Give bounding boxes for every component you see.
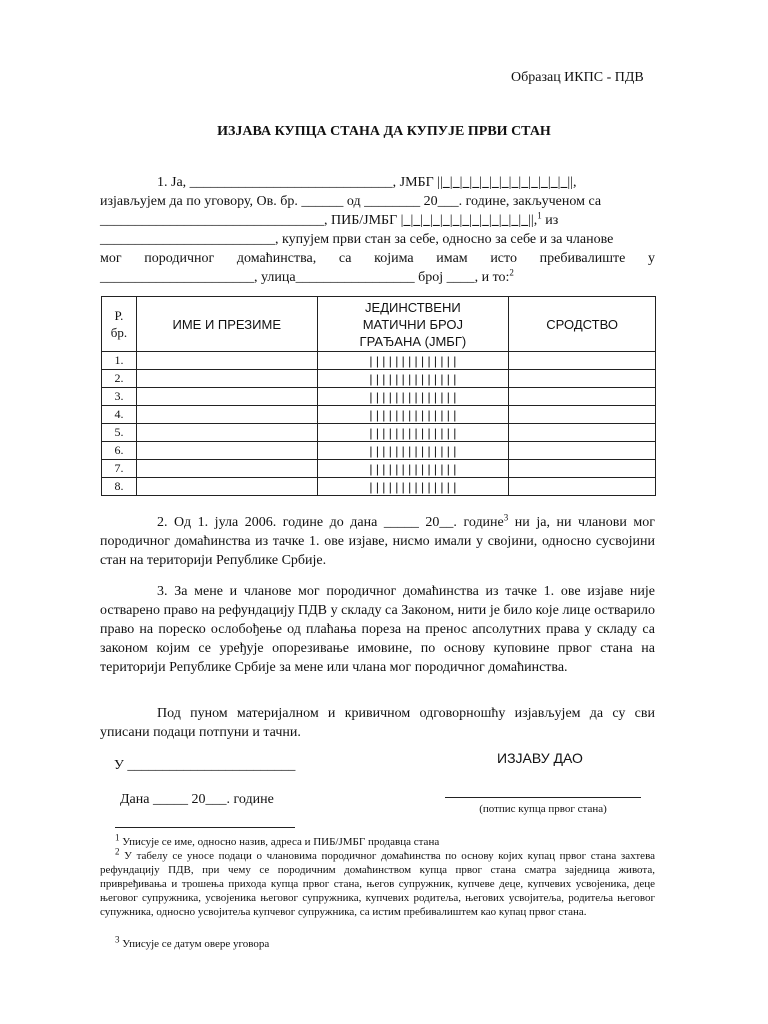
paragraph-3 xyxy=(100,582,655,677)
relation-cell[interactable] xyxy=(509,460,656,478)
footnote-ref-1: 1 xyxy=(537,210,542,221)
signature-caption: (потпис купца првог стана) xyxy=(479,803,607,815)
p2-text-a: 2. Од 1. јула 2006. године до дана _____ 20__. године xyxy=(157,515,504,530)
header-relation: СРОДСТВО xyxy=(509,297,656,352)
name-cell[interactable] xyxy=(136,424,317,442)
table-header-row xyxy=(102,297,656,352)
p1-line-1-text: 1. Ја, _____________________________, ЈМБГ | xyxy=(157,175,440,190)
footnote-3 xyxy=(115,934,270,951)
table-row xyxy=(102,424,656,442)
footnote-2-mark: 2 xyxy=(115,846,120,857)
p1-line-1 xyxy=(100,173,655,192)
footnote-2-text: У табелу се уносе подаци о члановима породичног домаћинства по основу којих купац првог стана захтева рефундацију ПДВ, при чему се породичним домаћинством купца првог стана сматра заједница живота, привређивања и трошења прихода купца првог стана, његов супружник, купчеве деце, купчевих усвојеника, деце његовог супружника, усвојеника његовог супружника, купчевих родитеља, његових усвојитеља, родитеља његовог супужника, односно усвојитеља купчевог супружника, са истим пребивалиштем као купац првог стана. xyxy=(100,850,655,918)
row-number: 8. xyxy=(102,478,137,496)
jmbg-cell[interactable]: | | | | | | | | | | | | | | xyxy=(317,442,509,460)
row-number: 5. xyxy=(102,424,137,442)
jmbg-cell[interactable]: | | | | | | | | | | | | | | xyxy=(317,406,509,424)
relation-cell[interactable] xyxy=(509,424,656,442)
footnote-2 xyxy=(100,846,655,919)
jmbg-cell[interactable]: | | | | | | | | | | | | | | xyxy=(317,352,509,370)
relation-cell[interactable] xyxy=(509,370,656,388)
p1-line-3-text: ________________________________, ПИБ/ЈМБГ | xyxy=(100,213,404,228)
footnote-1-text: Уписује се име, односно назив, адреса и ПИБ/ЈМБГ продавца стана xyxy=(119,836,440,848)
p1-line-6-text: ______________________, улица_________________ број ____, и то: xyxy=(100,270,510,285)
p3-text: 3. За мене и чланове мог породичног домаћинства из тачке 1. ове изјаве није остварено право на рефундацију ПДВ у складу са Законом, нити је било које лице остварило право на пореско ослобођење од плаћања пореза на пренос апсолутних права у складу са законом којим се уређује опорезивање имовине, по основу куповине првог стана на територији Републике Србије за мене или члана мог породичног домаћинства. xyxy=(100,584,655,675)
jmbg-cell[interactable]: | | | | | | | | | | | | | | xyxy=(317,478,509,496)
header-rbr-1: Р. xyxy=(114,308,124,323)
table-row xyxy=(102,478,656,496)
table-row xyxy=(102,406,656,424)
relation-cell[interactable] xyxy=(509,478,656,496)
household-members-table xyxy=(101,296,656,496)
relation-cell[interactable] xyxy=(509,388,656,406)
table-row xyxy=(102,370,656,388)
p1-line-3 xyxy=(100,211,655,230)
name-cell[interactable] xyxy=(136,442,317,460)
name-cell[interactable] xyxy=(136,388,317,406)
row-number: 4. xyxy=(102,406,137,424)
p1-line-5: мог породичног домаћинства, са којима имам исто пребивалиште у xyxy=(100,251,655,266)
header-jmbg xyxy=(317,297,509,352)
p1-line-6 xyxy=(100,268,655,287)
p1-line-1-end: |, xyxy=(570,175,577,190)
name-cell[interactable] xyxy=(136,460,317,478)
document-title: ИЗЈАВА КУПЦА СТАНА ДА КУПУЈЕ ПРВИ СТАН xyxy=(217,124,551,139)
header-jmbg-3: ГРАЂАНА (ЈМБГ) xyxy=(359,333,467,349)
p1-line-3-end: |, xyxy=(530,213,538,228)
p2-text xyxy=(100,513,655,570)
jmbg-cell[interactable]: | | | | | | | | | | | | | | xyxy=(317,460,509,478)
name-cell[interactable] xyxy=(136,370,317,388)
p2-text-b: ни ја, ни чланови мог породичног домаћинства из тачке 1. ове изјаве, нисмо имали у својини, односно сусвојини стан на територији Републике Србије. xyxy=(100,515,655,568)
paragraph-4 xyxy=(100,704,655,742)
row-number: 2. xyxy=(102,370,137,388)
paragraph-2 xyxy=(100,513,655,570)
row-number: 7. xyxy=(102,460,137,478)
row-number: 1. xyxy=(102,352,137,370)
paragraph-1 xyxy=(100,173,655,287)
jmbg-cell[interactable]: | | | | | | | | | | | | | | xyxy=(317,370,509,388)
pib-seller-boxes: _|_|_|_|_|_|_|_|_|_|_|_|_| xyxy=(403,213,531,228)
footnote-1 xyxy=(115,832,440,849)
table-row xyxy=(102,442,656,460)
footnote-ref-3: 3 xyxy=(503,512,509,523)
footnote-1-mark: 1 xyxy=(115,832,120,843)
relation-cell[interactable] xyxy=(509,352,656,370)
jmbg-cell[interactable]: | | | | | | | | | | | | | | xyxy=(317,424,509,442)
p4-text: Под пуном материјалном и кривичном одговорношћу изјављујем да су сви уписани подаци потпуни и тачни. xyxy=(100,706,655,740)
p1-line-4: _________________________, купујем први стан за себе, односно за себе и за чланове xyxy=(100,232,614,247)
relation-cell[interactable] xyxy=(509,406,656,424)
header-rbr-2: бр. xyxy=(110,325,128,340)
name-cell[interactable] xyxy=(136,352,317,370)
signature-line xyxy=(445,797,641,798)
header-jmbg-2: МАТИЧНИ БРОЈ xyxy=(362,316,464,332)
table-row xyxy=(102,352,656,370)
row-number: 6. xyxy=(102,442,137,460)
table-row xyxy=(102,460,656,478)
name-cell[interactable] xyxy=(136,478,317,496)
footnote-3-text: Уписује се датум овере уговора xyxy=(119,938,270,950)
header-rbr xyxy=(102,297,137,352)
header-jmbg-1: ЈЕДИНСТВЕНИ xyxy=(365,299,461,315)
header-name: ИМЕ И ПРЕЗИМЕ xyxy=(136,297,317,352)
relation-cell[interactable] xyxy=(509,442,656,460)
row-number: 3. xyxy=(102,388,137,406)
p1-line-3-tail: из xyxy=(541,213,559,228)
footnote-3-mark: 3 xyxy=(115,934,120,945)
form-code: Образац ИКПС - ПДВ xyxy=(511,70,644,85)
p1-line-2: изјављујем да по уговору, Ов. бр. ______ од ________ 20___. године, закљученом са xyxy=(100,194,602,209)
jmbg-buyer-boxes: |_|_|_|_|_|_|_|_|_|_|_|_|_| xyxy=(440,175,571,190)
jmbg-cell[interactable]: | | | | | | | | | | | | | | xyxy=(317,388,509,406)
table-row xyxy=(102,388,656,406)
place-field: У ________________________ xyxy=(114,758,296,773)
footnote-separator xyxy=(115,827,295,828)
date-field: Дана _____ 20___. године xyxy=(120,792,274,807)
footnote-ref-2: 2 xyxy=(509,267,514,278)
declared-by-label: ИЗЈАВУ ДАО xyxy=(497,750,583,766)
name-cell[interactable] xyxy=(136,406,317,424)
